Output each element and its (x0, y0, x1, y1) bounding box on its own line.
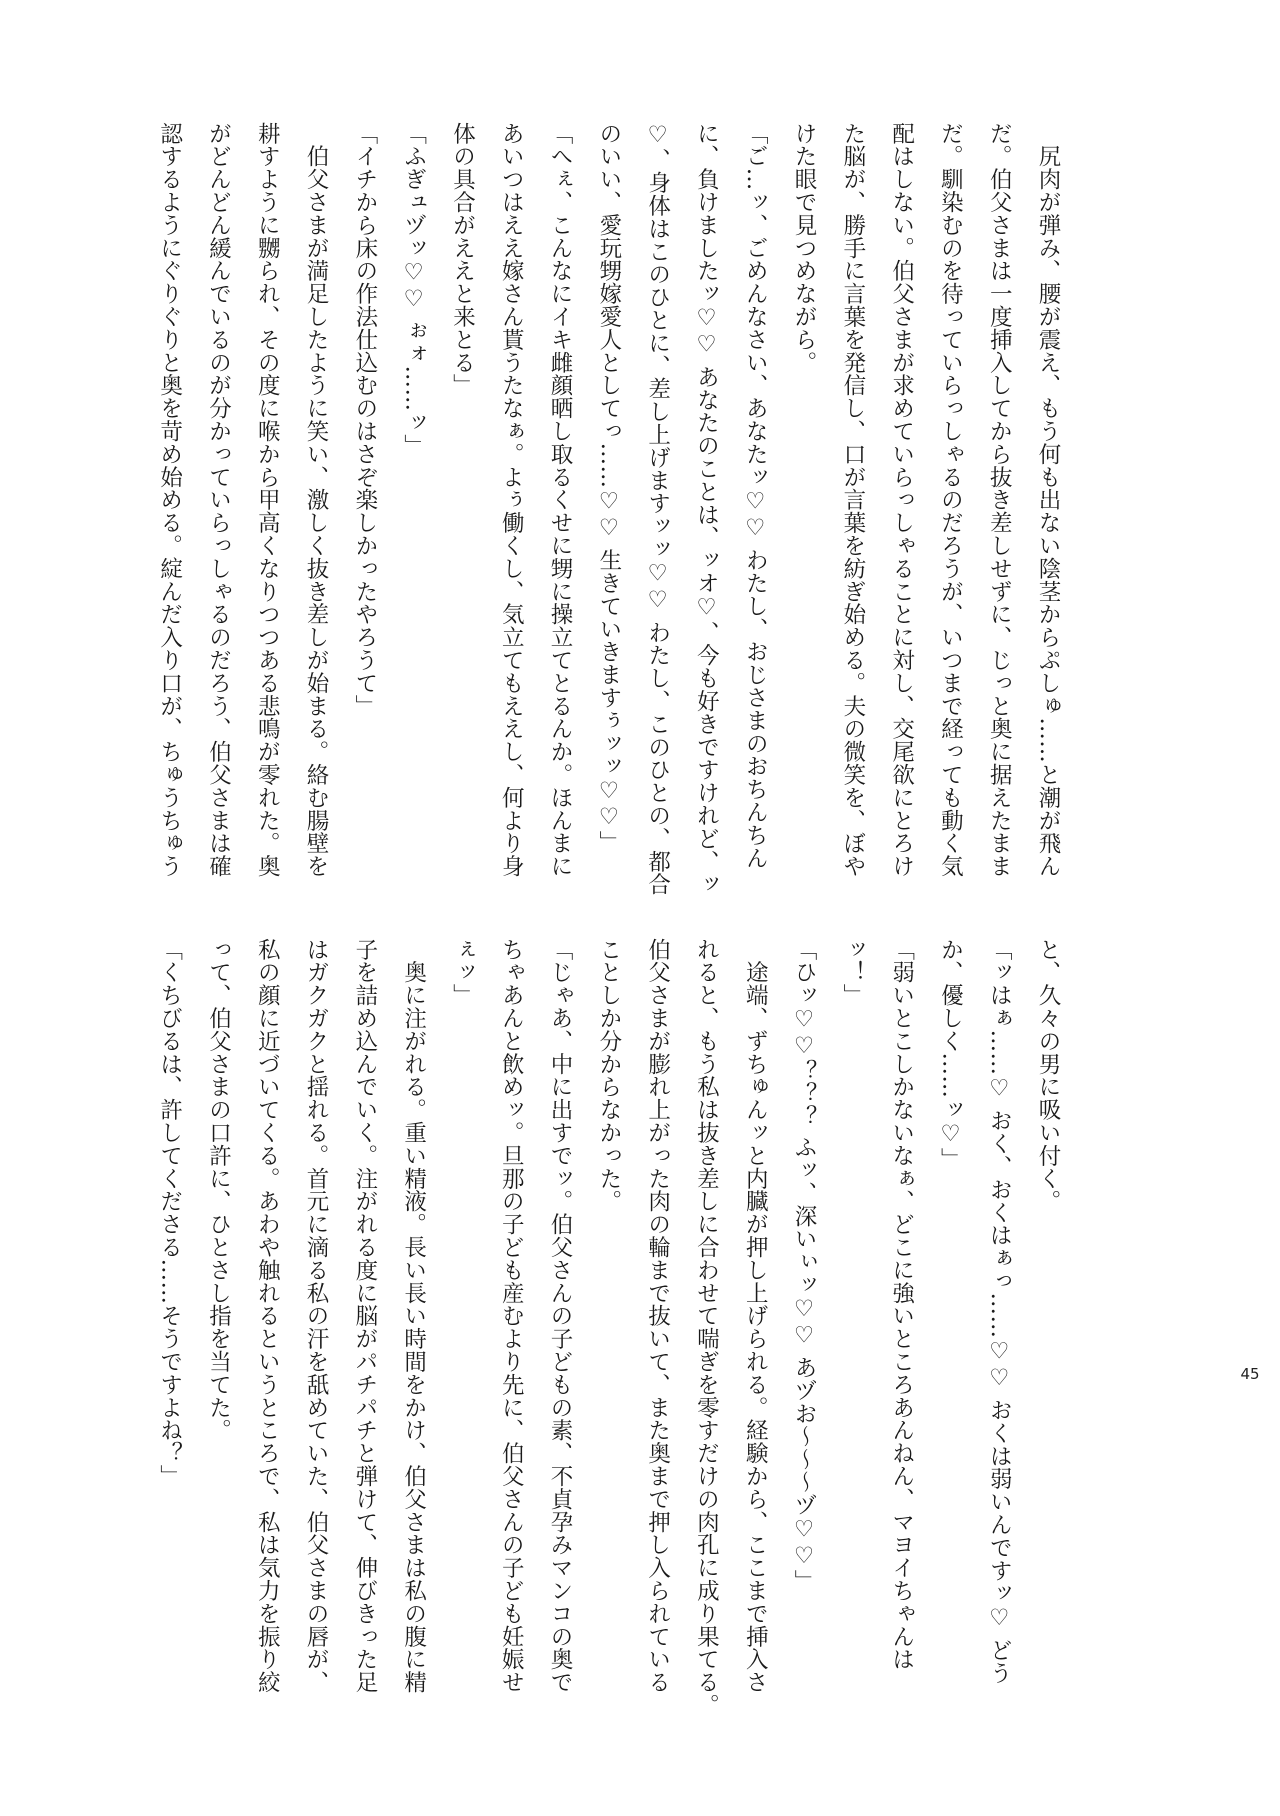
text-line: れると、もう私は抜き差しに合わせて喘ぎを零すだけの肉孔に成り果てる。 (693, 938, 720, 1717)
text-line: ぇッ」 (449, 938, 476, 1007)
text-line: 「イチから床の作法仕込むのはさぞ楽しかったやろうて」 (351, 122, 378, 718)
text-line: 「ご…ッ、ごめんなさい、あなたッ♡♡ わたし、おじさまのおちんちん (742, 122, 769, 870)
text-line: た脳が、勝手に言葉を発信し、口が言葉を紡ぎ始める。夫の微笑を、ぼや (839, 122, 866, 878)
text-line: 「ふぎュヅッ♡♡ ぉォ……ッ」 (400, 122, 427, 458)
text-line: がどんどん緩んでいるのが分かっていらっしゃるのだろう、伯父さまは確 (205, 122, 232, 878)
page-number: 45 (1240, 1365, 1260, 1383)
text-line: か、優しく……ッ♡」 (937, 938, 964, 1171)
text-line: 「ひッ♡♡？？？ ふッ、深いぃッ♡♡ あヅお～～～ヅ♡♡」 (791, 938, 818, 1593)
text-line: 「くちびるは、許してくださる……そうですよね？」 (156, 938, 183, 1488)
text-line: 配はしない。伯父さまが求めていらっしゃることに対し、交尾欲にとろけ (888, 122, 915, 878)
text-line: 尻肉が弾み、腰が震え、もう何も出ない陰茎からぷしゅ……と潮が飛ん (1035, 122, 1061, 878)
text-line: だ。伯父さまは一度挿入してから抜き差しせずに、じっと奥に据えたまま (986, 122, 1013, 878)
text-line: ♡、身体はこのひとに、差し上げますッッ♡♡ わたし、このひとの、都合 (644, 122, 671, 896)
text-line: ッ！」 (839, 938, 866, 1007)
text-block-lower (144, 938, 1072, 1717)
text-line: 「へぇ、こんなにイキ雌顔晒し取るくせに甥に操立てとるんか。ほんまに (547, 122, 574, 878)
text-block-upper (144, 122, 1072, 896)
text-line: 「ッはぁ……♡ おく、おくはぁっ……♡♡ おくは弱いんですッ♡ どう (986, 938, 1013, 1685)
text-line: に、負けましたッ♡♡ あなたのことは、ッオ♡、今も好きですけれど、ッ (693, 122, 720, 896)
text-line: と、久々の男に吸い付く。 (1035, 938, 1061, 1213)
text-line: って、伯父さまの口許に、ひとさし指を当てた。 (205, 938, 232, 1442)
text-line: はガクガクと揺れる。首元に滴る私の汗を舐めていた、伯父さまの唇が、 (303, 938, 330, 1694)
text-line: あいつはええ嫁さん貰うたなぁ。よぅ働くし、気立てもええし、何より身 (498, 122, 525, 878)
text-line: 子を詰め込んでいく。注がれる度に脳がパチパチと弾けて、伸びきった足 (351, 938, 378, 1694)
text-line: 「じゃあ、中に出すでッ。伯父さんの子どもの素、不貞孕みマンコの奥で (547, 938, 574, 1694)
text-line: 私の顔に近づいてくる。あわや触れるというところで、私は気力を振り絞 (254, 938, 281, 1694)
text-line: 認するようにぐりぐりと奥を苛め始める。綻んだ入り口が、ちゅうちゅう (156, 122, 183, 878)
text-line: 奥に注がれる。重い精液。長い長い時間をかけ、伯父さまは私の腹に精 (400, 938, 427, 1694)
text-line: 途端、ずちゅんッと内臓が押し上げられる。経験から、ここまで挿入さ (742, 938, 769, 1694)
text-line: のいい、愛玩甥嫁愛人としてっ……♡♡ 生きていきますぅッッ♡♡」 (595, 122, 622, 854)
text-line: けた眼で見つめながら。 (791, 122, 818, 374)
text-line: ちゃあんと飲めッ。旦那の子ども産むより先に、伯父さんの子ども妊娠せ (498, 938, 525, 1694)
text-line: ことしか分からなかった。 (595, 938, 622, 1213)
text-line: だ。馴染むのを待っていらっしゃるのだろうが、いつまで経っても動く気 (937, 122, 964, 878)
text-line: 「弱いとこしかないなぁ、どこに強いところあんねん、マヨイちゃんは (888, 938, 915, 1671)
text-line: 体の具合がええと来とる」 (449, 122, 476, 397)
text-line: 伯父さまが膨れ上がった肉の輪まで抜いて、また奥まで押し入られている (644, 938, 671, 1694)
text-line: 伯父さまが満足したように笑い、激しく抜き差しが始まる。絡む腸壁を (303, 122, 330, 878)
text-line: 耕すように嬲られ、その度に喉から甲高くなりつつある悲鳴が零れた。奥 (254, 122, 281, 878)
